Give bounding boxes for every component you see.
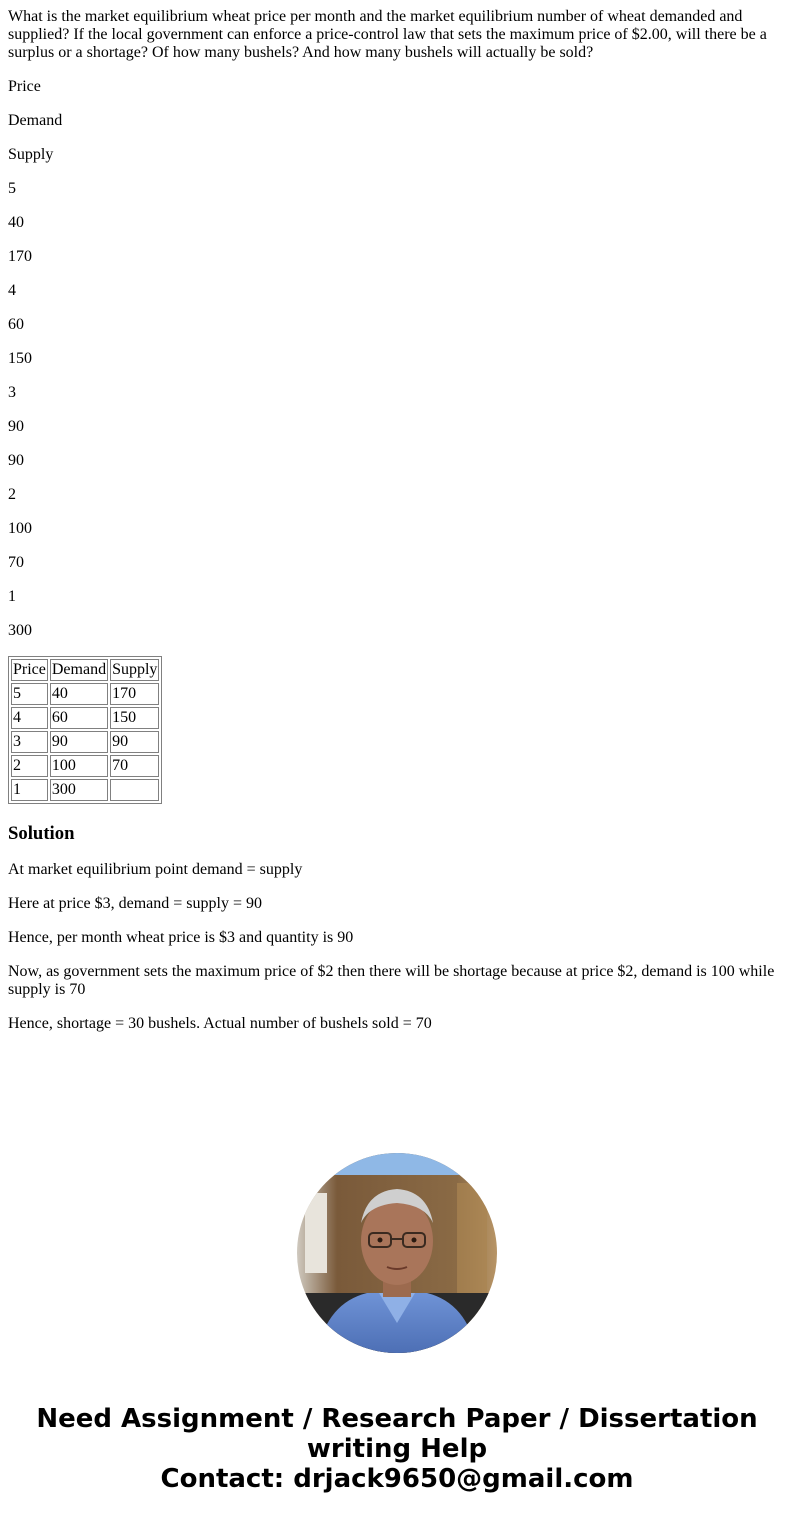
table-row — [11, 731, 159, 753]
avatar-portrait-icon — [297, 1153, 497, 1353]
raw-line: 1 — [8, 588, 16, 605]
document-body — [8, 0, 786, 1033]
table-cell: 300 — [50, 779, 108, 801]
table-header-cell: Demand — [50, 659, 108, 681]
author-avatar — [297, 1153, 497, 1353]
solution-heading: Solution — [8, 823, 75, 844]
table-cell: 4 — [11, 707, 48, 729]
raw-line: 90 — [8, 418, 24, 435]
raw-line: Price — [8, 78, 41, 95]
table-cell: 1 — [11, 779, 48, 801]
table-header-row — [11, 659, 159, 681]
raw-line: 4 — [8, 282, 16, 299]
raw-line: 40 — [8, 214, 24, 231]
table-cell: 100 — [50, 755, 108, 777]
table-row — [11, 755, 159, 777]
table-cell: 3 — [11, 731, 48, 753]
table-cell: 90 — [50, 731, 108, 753]
table-cell: 60 — [50, 707, 108, 729]
table-cell: 70 — [110, 755, 159, 777]
promo-contact: Contact: drjack9650@gmail.com — [160, 1464, 634, 1494]
price-demand-supply-table — [8, 656, 162, 804]
raw-line: Supply — [8, 146, 54, 163]
table-cell: 90 — [110, 731, 159, 753]
solution-paragraph: At market equilibrium point demand = supply — [8, 861, 303, 878]
solution-paragraph: Here at price $3, demand = supply = 90 — [8, 895, 262, 912]
table-row — [11, 683, 159, 705]
solution-paragraph: Now, as government sets the maximum price of $2 then there will be shortage because at price $2, demand is 100 while supply is 70 — [8, 963, 775, 998]
table-row — [11, 779, 159, 801]
table-cell: 5 — [11, 683, 48, 705]
raw-line: 100 — [8, 520, 32, 537]
table-cell: 150 — [110, 707, 159, 729]
raw-line: 300 — [8, 622, 32, 639]
raw-line: 150 — [8, 350, 32, 367]
raw-line: 60 — [8, 316, 24, 333]
raw-line: 70 — [8, 554, 24, 571]
raw-line: 90 — [8, 452, 24, 469]
table-row — [11, 707, 159, 729]
solution-paragraph: Hence, per month wheat price is $3 and quantity is 90 — [8, 929, 354, 946]
table-cell — [110, 779, 159, 801]
raw-line: Demand — [8, 112, 63, 129]
table-cell: 2 — [11, 755, 48, 777]
table-cell: 40 — [50, 683, 108, 705]
raw-line: 2 — [8, 486, 16, 503]
table-cell: 170 — [110, 683, 159, 705]
raw-line: 3 — [8, 384, 16, 401]
question-text: What is the market equilibrium wheat price per month and the market equilibrium number of wheat demanded and supplied? If the local government can enforce a price-control law that sets the maximum price of $2.00, will there be a surplus or a shortage? Of how many bushels? And how many bushels will actually be sold? — [8, 8, 767, 61]
promo-line: writing Help — [306, 1434, 488, 1464]
table-header-cell: Supply — [110, 659, 159, 681]
raw-line: 5 — [8, 180, 16, 197]
promo-banner — [0, 1404, 794, 1494]
table-header-cell: Price — [11, 659, 48, 681]
promo-line: Need Assignment / Research Paper / Dissertation — [36, 1404, 758, 1434]
solution-paragraph: Hence, shortage = 30 bushels. Actual number of bushels sold = 70 — [8, 1015, 432, 1032]
raw-line: 170 — [8, 248, 32, 265]
